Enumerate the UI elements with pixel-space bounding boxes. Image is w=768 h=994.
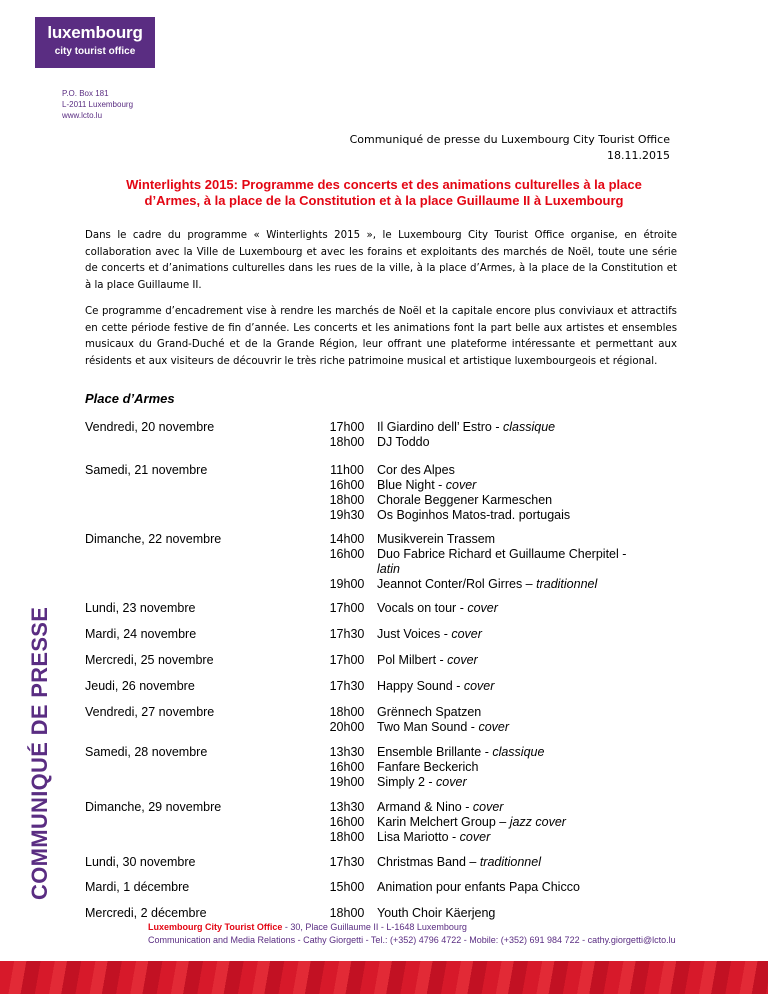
schedule-act — [377, 720, 677, 735]
address-line: L-2011 Luxembourg — [62, 100, 134, 109]
schedule-times — [317, 906, 377, 921]
schedule-time: 11h00 — [330, 463, 364, 477]
schedule-day: Vendredi, 20 novembre — [85, 420, 215, 434]
act-genre: cover — [467, 601, 498, 615]
act-genre: cover — [472, 800, 504, 814]
act-name: Chorale Beggener Karmeschen — [377, 493, 553, 507]
footer-decorative-band — [0, 961, 768, 994]
schedule-time: 17h00 — [329, 601, 365, 615]
schedule-day: Mercredi, 25 novembre — [85, 653, 214, 667]
schedule-acts — [377, 653, 677, 668]
act-name: Happy Sound - — [377, 679, 464, 693]
act-name: Il Giardino dell’ Estro - — [377, 420, 503, 434]
schedule-times — [317, 855, 377, 870]
schedule-time: 16h00 — [329, 815, 365, 829]
schedule-times — [317, 653, 377, 668]
act-genre: classique — [492, 745, 545, 759]
act-name: Two Man Sound - — [377, 720, 479, 734]
schedule-time: 18h00 — [329, 435, 365, 449]
schedule-acts — [377, 880, 677, 895]
schedule-acts — [377, 679, 677, 694]
schedule-acts — [377, 601, 677, 616]
act-name: Animation pour enfants Papa Chicco — [377, 880, 580, 894]
schedule-time: 15h00 — [329, 880, 365, 894]
act-name: Christmas Band – — [377, 855, 480, 869]
schedule-time — [317, 562, 377, 577]
act-name: Jeannot Conter/Rol Girres – — [377, 577, 537, 591]
schedule-acts — [377, 420, 677, 450]
schedule-time: 17h00 — [329, 420, 365, 434]
schedule-times — [317, 800, 377, 845]
press-header — [350, 132, 670, 164]
act-genre: cover — [447, 653, 478, 667]
schedule-act — [377, 800, 677, 815]
act-name: Just Voices - — [377, 627, 452, 641]
schedule-day: Vendredi, 27 novembre — [85, 705, 215, 719]
address-line: P.O. Box 181 — [62, 89, 109, 98]
schedule-day: Dimanche, 29 novembre — [85, 800, 222, 814]
schedule-day: Lundi, 23 novembre — [85, 601, 196, 615]
schedule-times — [317, 880, 377, 895]
act-name: Vocals on tour - — [377, 601, 468, 615]
schedule-act — [377, 745, 677, 760]
schedule-day: Mercredi, 2 décembre — [85, 906, 207, 920]
act-genre: cover — [463, 679, 495, 693]
logo-line-2: city tourist office — [54, 46, 136, 57]
act-name: Cor des Alpes — [377, 463, 455, 477]
schedule-act — [377, 760, 677, 775]
footer-contact: Communication and Media Relations - Cathy Giorgetti - Tel.: (+352) 4796 4722 - Mobile: (+352) 691 984 722 - cathy.giorgetti@lcto.lu — [148, 935, 676, 945]
schedule-act — [377, 906, 677, 921]
act-name: Os Boginhos Matos-trad. portugais — [377, 508, 571, 522]
schedule-time: 17h30 — [329, 679, 365, 693]
act-genre: traditionnel — [479, 855, 541, 869]
schedule-times — [317, 420, 377, 450]
act-name: Duo Fabrice Richard et Guillaume Cherpitel - — [377, 547, 627, 561]
schedule-times — [317, 463, 377, 523]
act-name: Grënnech Spatzen — [377, 705, 482, 719]
schedule-act — [377, 562, 677, 577]
postal-address — [62, 88, 133, 121]
schedule-act — [377, 830, 677, 845]
footer-org: Luxembourg City Tourist Office — [148, 922, 283, 932]
schedule-act — [377, 679, 677, 694]
schedule-act — [377, 493, 677, 508]
schedule-time: 17h30 — [329, 627, 365, 641]
section-title: Place d’Armes — [85, 391, 175, 406]
schedule-act — [377, 627, 677, 642]
act-genre: jazz cover — [509, 815, 566, 829]
act-genre: latin — [377, 562, 400, 576]
act-name: Fanfare Beckerich — [377, 760, 479, 774]
schedule-times — [317, 745, 377, 790]
schedule-act — [377, 653, 677, 668]
schedule-acts — [377, 855, 677, 870]
schedule-acts — [377, 627, 677, 642]
schedule-day: Jeudi, 26 novembre — [85, 679, 195, 693]
schedule-time: 16h00 — [329, 760, 365, 774]
schedule-act — [377, 601, 677, 616]
schedule-acts — [377, 745, 677, 790]
schedule-time: 19h00 — [329, 775, 365, 789]
schedule-day: Samedi, 28 novembre — [85, 745, 208, 759]
act-name: Armand & Nino - — [377, 800, 473, 814]
logo-line-1: luxembourg — [47, 23, 143, 42]
schedule-acts — [377, 463, 677, 523]
schedule-act — [377, 855, 677, 870]
schedule-time: 17h00 — [329, 653, 365, 667]
act-genre: cover — [451, 627, 482, 641]
act-genre: traditionnel — [536, 577, 598, 591]
schedule-time: 13h30 — [329, 800, 365, 814]
release-title: Winterlights 2015: Programme des concerts et des animations culturelles à la place d’Armes, à la place de la Constitution et à la place Guillaume II à Luxembourg — [126, 177, 642, 208]
act-name: Karin Melchert Group – — [377, 815, 510, 829]
schedule-times — [317, 532, 377, 592]
schedule-time: 18h00 — [329, 906, 365, 920]
schedule-act — [377, 775, 677, 790]
schedule-times — [317, 627, 377, 642]
schedule-day: Mardi, 24 novembre — [85, 627, 197, 641]
schedule-day: Dimanche, 22 novembre — [85, 532, 222, 546]
schedule-act — [377, 435, 677, 450]
schedule-day: Lundi, 30 novembre — [85, 855, 196, 869]
press-header-date: 18.11.2015 — [607, 149, 670, 162]
schedule-act — [377, 463, 677, 478]
schedule-act — [377, 547, 677, 562]
schedule-time: 19h00 — [329, 577, 365, 591]
schedule-times — [317, 705, 377, 735]
act-name: Youth Choir Käerjeng — [377, 906, 496, 920]
schedule-acts — [377, 906, 677, 921]
schedule-time: 16h00 — [329, 547, 365, 561]
schedule-times — [317, 601, 377, 616]
schedule-act — [377, 532, 677, 547]
act-genre: classique — [502, 420, 556, 434]
schedule-act — [377, 478, 677, 493]
schedule-day: Mardi, 1 décembre — [85, 880, 190, 894]
act-genre: cover — [478, 720, 510, 734]
act-name: Lisa Mariotto - — [377, 830, 460, 844]
sidebar-label: COMMUNIQUÉ DE PRESSE — [27, 606, 52, 900]
act-genre: cover — [436, 775, 467, 789]
schedule-time: 13h30 — [329, 745, 365, 759]
schedule-act — [377, 705, 677, 720]
act-genre: cover — [459, 830, 491, 844]
schedule-act — [377, 880, 677, 895]
schedule-day: Samedi, 21 novembre — [85, 463, 208, 477]
schedule-act — [377, 815, 677, 830]
act-name: Musikverein Trassem — [377, 532, 496, 546]
schedule-act — [377, 420, 677, 435]
program-paragraph: Ce programme d’encadrement vise à rendre les marchés de Noël et la capitale encore plus conviviaux et attractifs en cette période festive de fin d’année. Les concerts et les animations font la part belle aux artistes et ensembles musicaux du Grand-Duché et de la Grande Région, leur offrant une plateforme intéressante et permettant aux résidents et aux visiteurs de découvrir le très riche patrimoine musical et artistique luxembourgeois et régional. — [85, 306, 677, 367]
schedule-acts — [377, 532, 677, 592]
address-website[interactable]: www.lcto.lu — [62, 111, 103, 120]
schedule-time: 17h30 — [329, 855, 365, 869]
schedule-time: 14h00 — [329, 532, 365, 546]
schedule-time: 18h00 — [329, 705, 365, 719]
schedule-time: 18h00 — [329, 493, 365, 507]
act-name: Blue Night - — [377, 478, 446, 492]
schedule-time: 20h00 — [329, 720, 365, 734]
act-name: Simply 2 - — [377, 775, 437, 789]
act-name: Pol Milbert - — [377, 653, 448, 667]
schedule-time: 19h30 — [329, 508, 365, 522]
act-name: Ensemble Brillante - — [377, 745, 493, 759]
press-header-title: Communiqué de presse du Luxembourg City Tourist Office — [349, 133, 670, 146]
act-name: DJ Toddo — [377, 435, 430, 449]
footer-org-address: - 30, Place Guillaume II - L-1648 Luxembourg — [282, 922, 467, 932]
act-genre: cover — [445, 478, 477, 492]
intro-paragraph: Dans le cadre du programme « Winterlights 2015 », le Luxembourg City Tourist Office organise, en étroite collaboration avec la Ville de Luxembourg et avec les forains et exploitants des marchés de Noël, toute une série de concerts et d’animations culturelles dans les rues de la ville, à la place d’Armes, à la place de la Constitution et à la place Guillaume II. — [85, 230, 677, 291]
schedule-acts — [377, 800, 677, 845]
schedule-time: 18h00 — [329, 830, 365, 844]
schedule-time: 16h00 — [329, 478, 365, 492]
schedule-times — [317, 679, 377, 694]
schedule-act — [377, 508, 677, 523]
schedule-act — [377, 577, 677, 592]
lcto-logo — [35, 17, 155, 68]
schedule-acts — [377, 705, 677, 735]
footer-address — [148, 922, 467, 932]
